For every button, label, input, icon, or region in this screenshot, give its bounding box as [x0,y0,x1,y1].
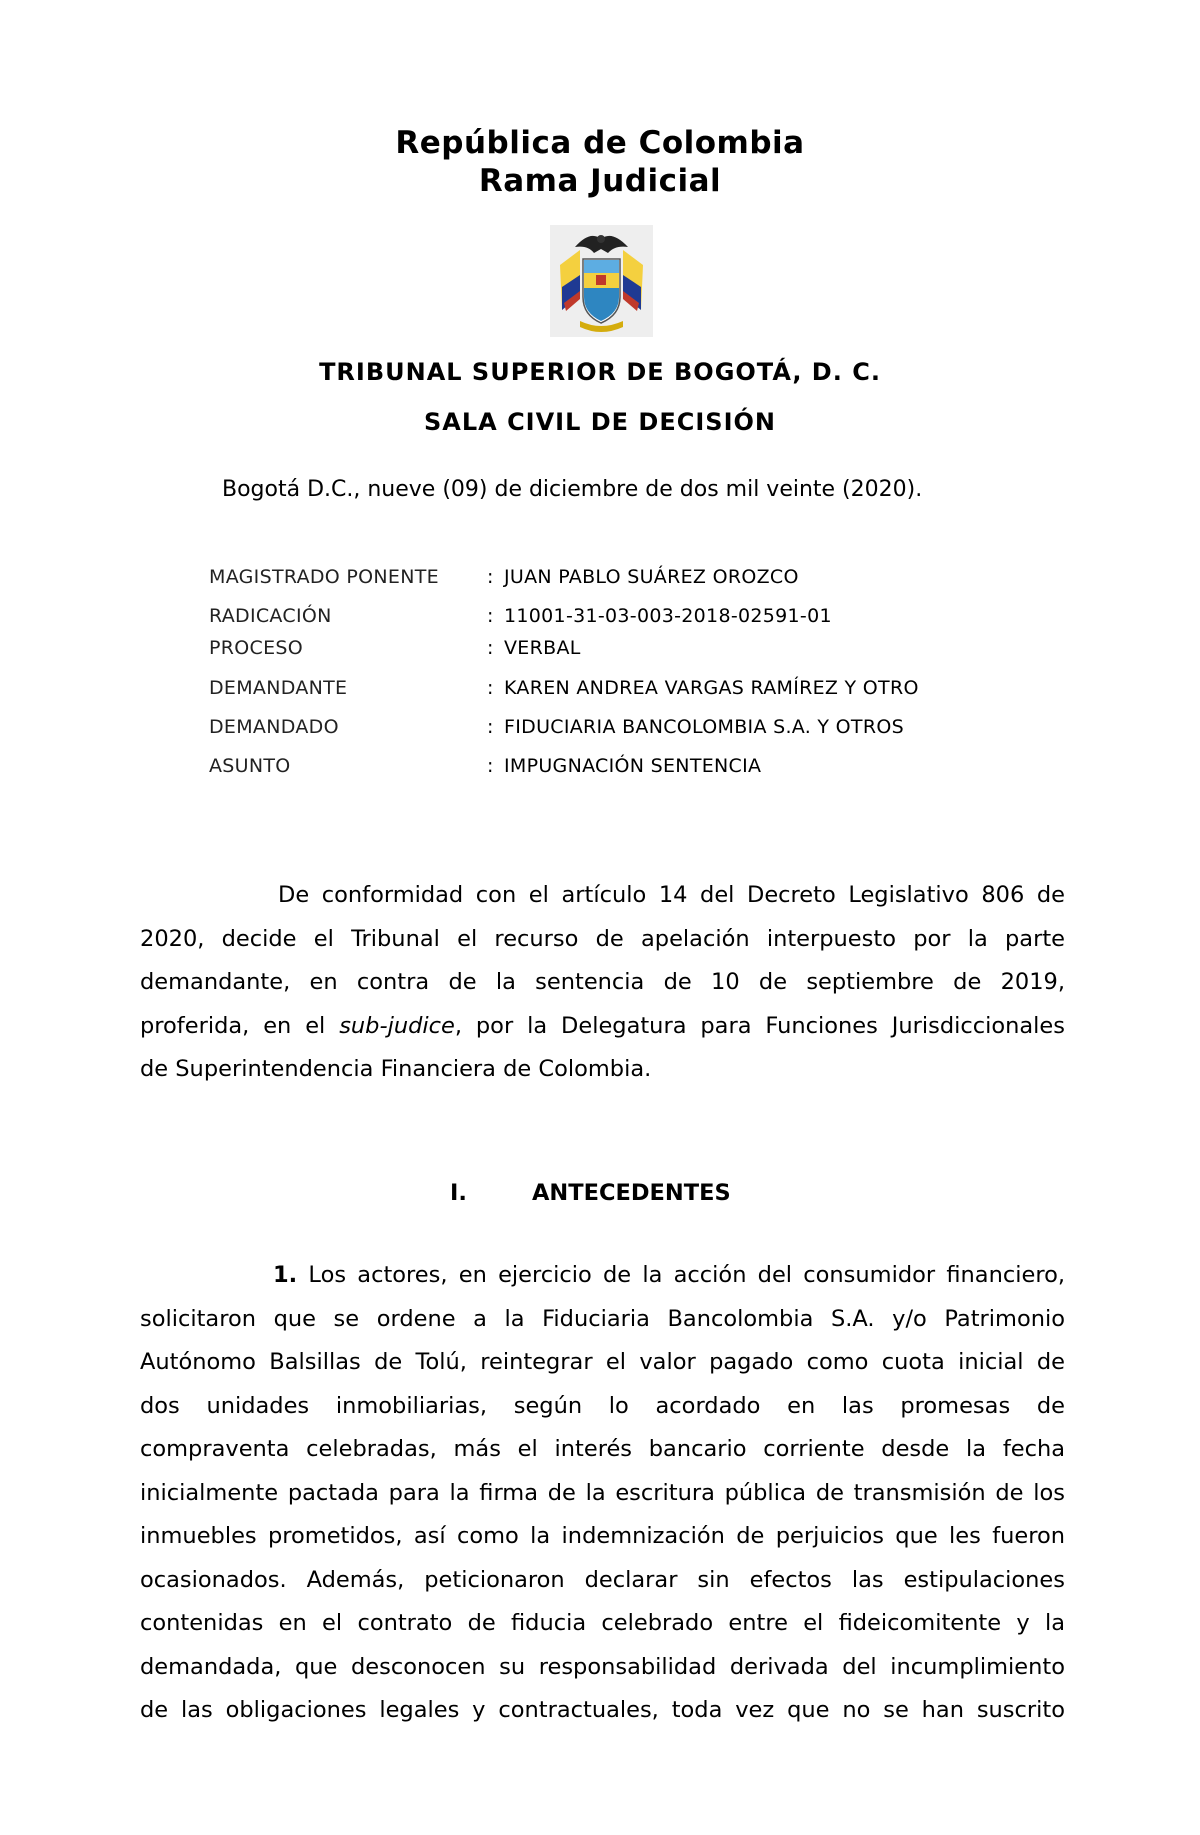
meta-value: FIDUCIARIA BANCOLOMBIA S.A. Y OTROS [504,716,904,738]
meta-value: 11001-31-03-003-2018-02591-01 [504,605,832,627]
document-date: Bogotá D.C., nueve (09) de diciembre de dos mil veinte (2020). [222,477,923,502]
intro-line: de Superintendencia Financiera de Colombia. [140,1056,652,1082]
meta-label: PROCESO [209,637,304,659]
antecedentes-paragraph [140,1254,1065,1733]
meta-separator: : [487,755,494,777]
meta-value: VERBAL [504,637,581,659]
antecedentes-text: Los actores, en ejercicio de la acción del consumidor financiero, [297,1262,1065,1288]
section-title: ANTECEDENTES [532,1180,731,1206]
antecedentes-line: Autónomo Balsillas de Tolú, reintegrar el valor pagado como cuota inicial de [140,1349,1065,1375]
meta-label: MAGISTRADO PONENTE [209,566,439,588]
court-chamber: SALA CIVIL DE DECISIÓN [423,408,776,436]
court-name: TRIBUNAL SUPERIOR DE BOGOTÁ, D. C. [319,358,881,386]
meta-label: ASUNTO [209,755,291,777]
sub-judice-term: sub-judice [339,1012,455,1039]
meta-separator: : [487,637,494,659]
meta-label: DEMANDANTE [209,677,348,699]
antecedentes-line: contenidas en el contrato de fiducia celebrado entre el fideicomitente y la [140,1610,1065,1636]
antecedentes-line: demandada, que desconocen su responsabilidad derivada del incumplimiento [140,1653,1065,1680]
antecedentes-line: dos unidades inmobiliarias, según lo acordado en las promesas de [140,1392,1065,1419]
meta-value: JUAN PABLO SUÁREZ OROZCO [504,566,799,588]
intro-line: 2020, decide el Tribunal el recurso de apelación interpuesto por la parte [140,925,1065,952]
antecedentes-line: inmuebles prometidos, así como la indemnización de perjuicios que les fueron [140,1523,1065,1549]
header-republica: República de Colombia [395,125,805,161]
meta-value: KAREN ANDREA VARGAS RAMÍREZ Y OTRO [504,677,919,699]
header-rama-judicial: Rama Judicial [478,163,722,199]
paragraph-number: 1. [273,1262,298,1288]
antecedentes-line [140,1254,1065,1298]
meta-separator: : [487,716,494,738]
intro-text: , por la Delegatura para Funciones Jurisdiccionales [454,1012,1065,1039]
intro-line: De conformidad con el artículo 14 del Decreto Legislativo 806 de [278,882,1065,908]
antecedentes-line: de las obligaciones legales y contractuales, toda vez que no se han suscrito [140,1697,1065,1723]
meta-separator: : [487,566,494,588]
intro-paragraph [140,874,1065,1092]
antecedentes-line: solicitaron que se ordene a la Fiduciaria Bancolombia S.A. y/o Patrimonio [140,1305,1065,1332]
intro-line [140,1005,1065,1049]
meta-separator: : [487,677,494,699]
meta-value: IMPUGNACIÓN SENTENCIA [504,755,762,777]
coat-of-arms-icon [550,225,653,337]
antecedentes-line: inicialmente pactada para la firma de la escritura pública de transmisión de los [140,1479,1065,1506]
antecedentes-line: compraventa celebradas, más el interés bancario corriente desde la fecha [140,1436,1065,1462]
intro-text: proferida, en el [140,1012,340,1039]
meta-label: DEMANDADO [209,716,339,738]
meta-label: RADICACIÓN [209,605,332,627]
intro-line: demandante, en contra de la sentencia de 10 de septiembre de 2019, [140,969,1065,995]
section-number: I. [450,1180,467,1206]
antecedentes-line: ocasionados. Además, peticionaron declarar sin efectos las estipulaciones [140,1566,1065,1593]
meta-separator: : [487,605,494,627]
